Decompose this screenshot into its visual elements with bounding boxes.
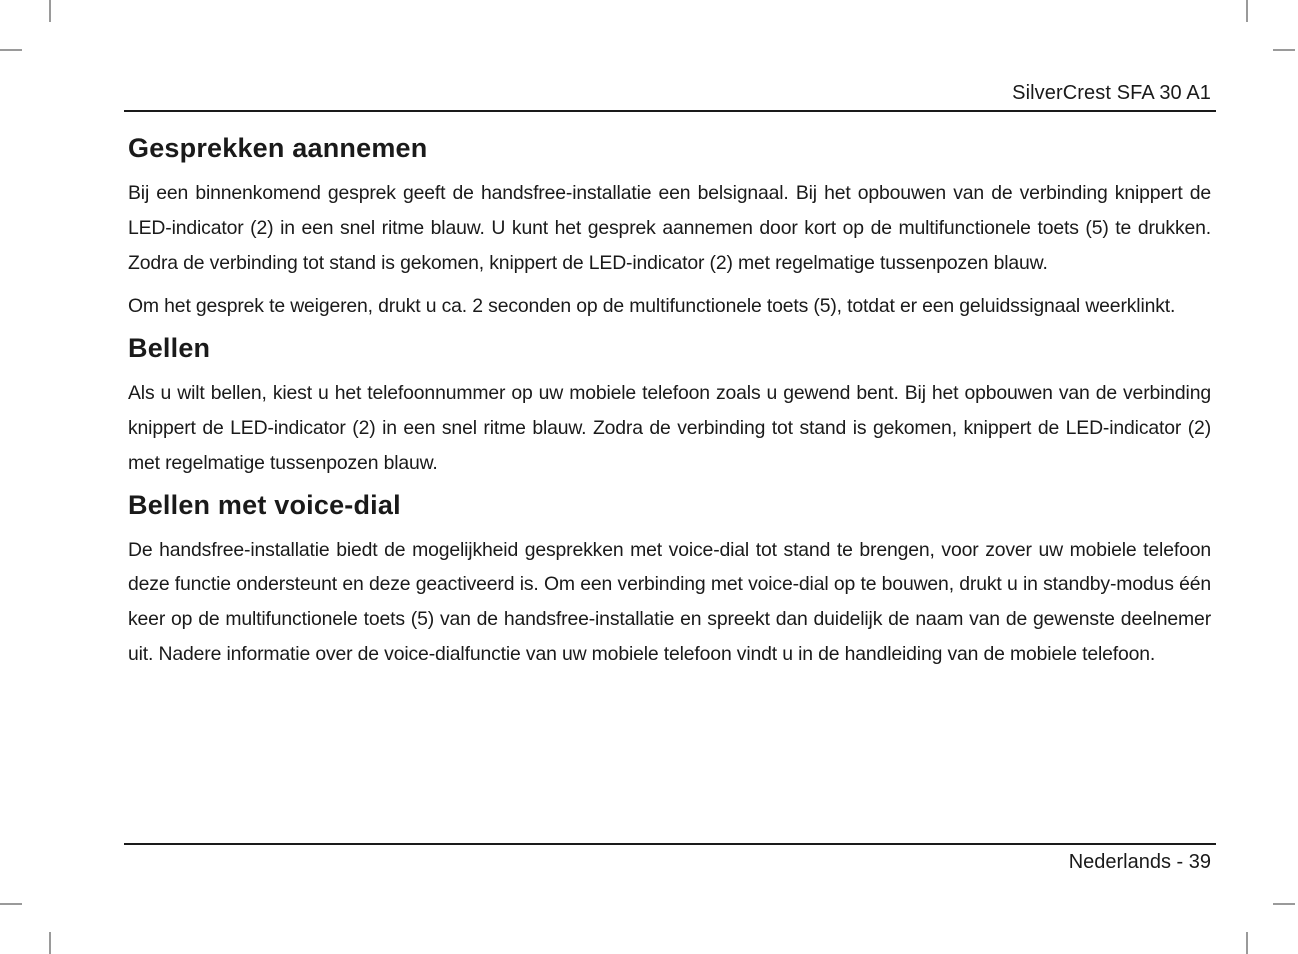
section-heading: Gesprekken aannemen	[128, 133, 428, 163]
body-paragraph: De handsfree-installatie biedt de mogelijkheid gesprekken met voice-dial tot stand te brengen, voor zover uw mobiele telefoon deze functie ondersteunt en deze geactiveerd is. Om een verbinding met voice-dial op te bouwen, drukt u in standby-modus één keer op de multifunctionele toets (5) van de handsfree-installatie en spreekt dan duidelijk de naam van de gewenste deelnemer uit. Nadere informatie over de voice-dialfunctie van uw mobiele telefoon vindt u in de handleiding van de mobiele telefoon.	[128, 538, 1211, 665]
crop-mark-top-right-horizontal	[1273, 49, 1295, 51]
header-rule	[124, 110, 1216, 112]
body-paragraph: Om het gesprek te weigeren, drukt u ca. 2 seconden op de multifunctionele toets (5), totdat er een geluidssignaal weerklinkt.	[128, 295, 1176, 318]
section-heading: Bellen	[128, 333, 211, 364]
section-heading: Bellen met voice-dial	[128, 489, 401, 520]
body-paragraph: Als u wilt bellen, kiest u het telefoonnummer op uw mobiele telefoon zoals u gewend bent. Bij het opbouwen van de verbinding knippert de LED-indicator (2) in een snel ritme blauw. Zodra de verbinding tot stand is gekomen, knippert de LED-indicator (2) met regelmatige tussenpozen blauw.	[128, 382, 1211, 474]
page-content	[128, 130, 1211, 681]
crop-mark-bottom-right-horizontal	[1273, 903, 1295, 905]
footer-rule	[124, 843, 1216, 845]
crop-mark-top-left-horizontal	[0, 49, 22, 51]
body-paragraph: Bij een binnenkomend gesprek geeft de handsfree-installatie een belsignaal. Bij het opbouwen van de verbinding knippert de LED-indicator (2) in een snel ritme blauw. U kunt het gesprek aannemen door kort op de multifunctionele toets (5) te drukken. Zodra de verbinding tot stand is gekomen, knippert de LED-indicator (2) met regelmatige tussenpozen blauw.	[128, 182, 1211, 274]
crop-mark-top-right-vertical	[1246, 0, 1248, 22]
crop-mark-bottom-right-vertical	[1246, 932, 1248, 954]
page-footer: Nederlands - 39	[1068, 851, 1211, 873]
running-header: SilverCrest SFA 30 A1	[1012, 82, 1211, 104]
crop-mark-bottom-left-vertical	[49, 932, 51, 954]
crop-mark-bottom-left-horizontal	[0, 903, 22, 905]
section-gesprekken-aannemen	[128, 133, 1211, 324]
crop-mark-top-left-vertical	[49, 0, 51, 22]
section-bellen	[128, 333, 1211, 480]
section-bellen-met-voice-dial	[128, 490, 1211, 672]
